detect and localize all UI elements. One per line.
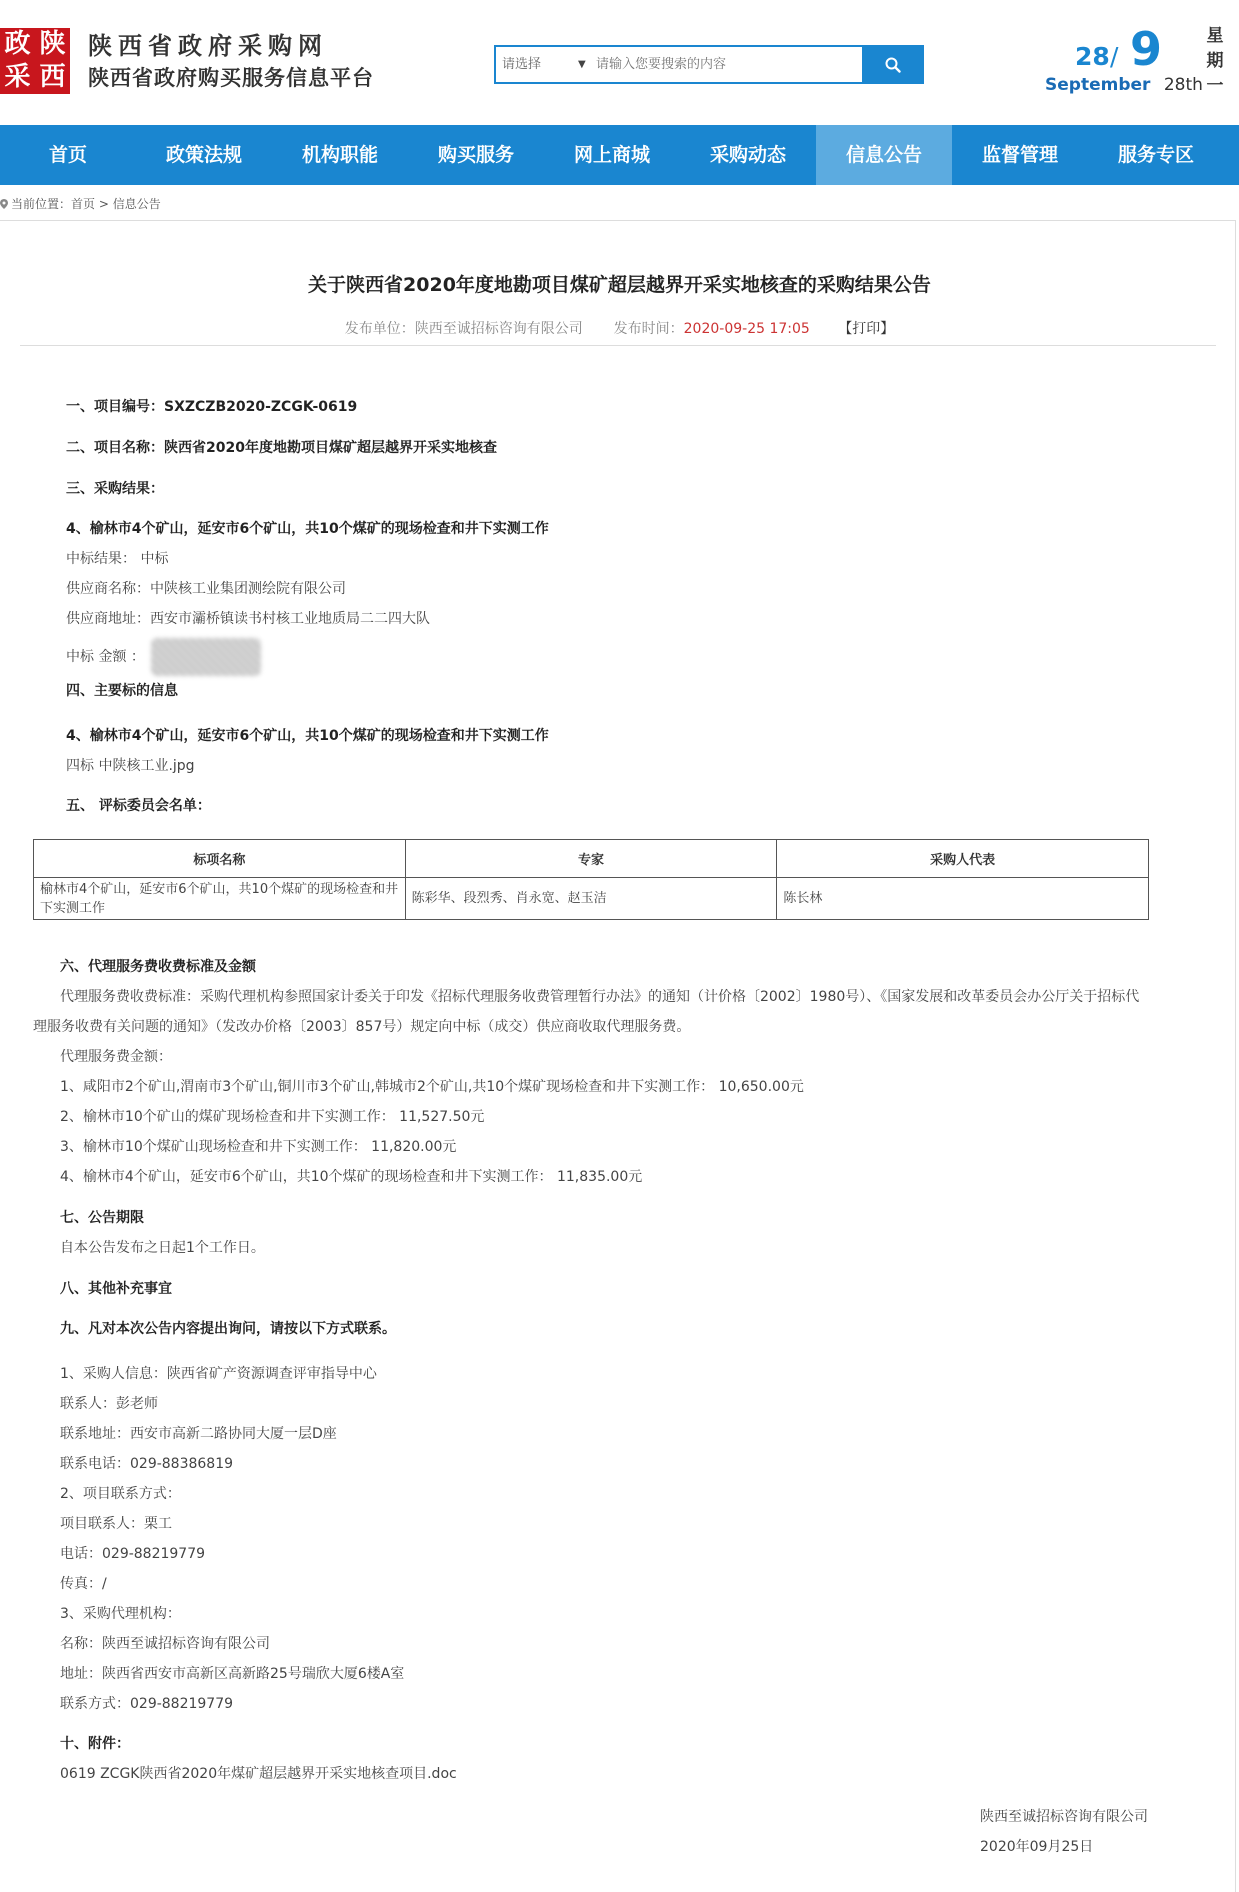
project-contact-person: 项目联系人：栗工 <box>60 1516 172 1532</box>
logo-char: 采 <box>0 61 35 94</box>
section-notice-period: 七、公告期限 <box>60 1210 144 1226</box>
table-header-cell: 专家 <box>405 840 777 878</box>
attachment-image-link[interactable]: 四标 中陕核工业.jpg <box>66 758 195 774</box>
publish-time-label: 发布时间： <box>613 321 684 337</box>
result-status: 中标结果： 中标 <box>66 551 169 567</box>
nav-item-agencies[interactable]: 机构职能 <box>301 144 378 166</box>
section-project-name: 二、项目名称：陕西省2020年度地勘项目煤矿超层越界开采实地核查 <box>66 440 497 456</box>
caret-down-icon[interactable]: ▼ <box>578 59 586 70</box>
section-project-number: 一、项目编号：SXZCZB2020-ZCGK-0619 <box>66 399 358 415</box>
table-header-cell: 采购人代表 <box>777 840 1149 878</box>
table-header-cell: 标项名称 <box>34 840 406 878</box>
date-english-month: September <box>1045 75 1151 95</box>
publisher-name: 陕西至诚招标咨询有限公司 <box>414 321 583 337</box>
signature-date: 2020年09月25日 <box>980 1839 1094 1855</box>
fee-standard-line1: 代理服务费收费标准：采购代理机构参照国家计委关于印发《招标代理服务收费管理暂行办法》的通知（计价格〔2002〕1980号）、《国家发展和改革委员会办公厅关于招标代 <box>60 989 1140 1005</box>
supplier-address: 供应商地址：西安市灞桥镇读书村核工业地质局二二四大队 <box>66 611 430 627</box>
date-day: 28 <box>1075 42 1110 71</box>
logo-char: 西 <box>35 61 70 94</box>
weekday-char: 一 <box>1206 76 1224 96</box>
logo-char: 陕 <box>35 28 70 61</box>
purchaser-address: 联系地址：西安市高新二路协同大厦一层D座 <box>60 1426 337 1442</box>
site-name-secondary: 陕西省政府购买服务信息平台 <box>88 66 374 90</box>
project-contact-phone: 电话：029-88219779 <box>60 1546 206 1562</box>
section-agency-fee: 六、代理服务费收费标准及金额 <box>60 959 256 975</box>
site-name-primary: 陕西省政府采购网 <box>88 32 328 60</box>
site-logo[interactable] <box>0 28 70 94</box>
purchaser-phone: 联系电话：029-88386819 <box>60 1456 234 1472</box>
publish-time: 2020-09-25 17:05 <box>683 321 810 337</box>
fee-item: 4、榆林市4个矿山，延安市6个矿山，共10个煤矿的现场检查和井下实测工作： 11,835.00元 <box>60 1169 643 1185</box>
attachment-doc-link[interactable]: 0619 ZCGK陕西省2020年煤矿超层越界开采实地核查项目.doc <box>60 1766 457 1782</box>
award-amount-row <box>66 638 261 676</box>
nav-item-online-mall[interactable]: 网上商城 <box>573 144 650 166</box>
print-link[interactable]: 【打印】 <box>838 321 895 337</box>
fee-item: 3、榆林市10个煤矿山现场检查和井下实测工作： 11,820.00元 <box>60 1139 457 1155</box>
nav-item-supervision[interactable]: 监督管理 <box>981 144 1058 166</box>
breadcrumb-separator: > <box>98 197 109 211</box>
search-button[interactable] <box>862 45 924 84</box>
purchaser-info: 1、采购人信息：陕西省矿产资源调查评审指导中心 <box>60 1366 377 1382</box>
table-cell-purchaser-rep: 陈长林 <box>777 878 1149 920</box>
date-english <box>1045 75 1203 95</box>
breadcrumb-current[interactable]: 信息公告 <box>112 197 161 211</box>
article-meta <box>0 318 1239 338</box>
search-input[interactable] <box>596 51 826 78</box>
award-amount-label: 中标 金额 ： <box>66 649 145 665</box>
signature-org: 陕西至诚招标咨询有限公司 <box>980 1809 1148 1825</box>
table-cell-experts: 陈彩华、段烈秀、肖永宽、赵玉洁 <box>405 878 777 920</box>
fee-standard-line2: 理服务收费有关问题的通知》（发改办价格〔2003〕857号）规定向中标（成交）供应商收取代理服务费。 <box>33 1019 691 1035</box>
weekday-char: 星 <box>1206 26 1224 46</box>
section-procurement-result: 三、采购结果： <box>66 481 164 497</box>
location-pin-icon <box>0 199 8 209</box>
breadcrumb-label: 当前位置： <box>11 197 72 211</box>
committee-table <box>33 839 1149 920</box>
publisher-label: 发布单位： <box>344 321 415 337</box>
nav-item-service-zone[interactable]: 服务专区 <box>1117 144 1194 166</box>
weekday-char: 期 <box>1206 51 1224 71</box>
site-name[interactable] <box>88 30 374 94</box>
nav-item-announcements[interactable]: 信息公告 <box>816 125 952 185</box>
date-month: 9 <box>1130 22 1163 76</box>
date-widget <box>1045 22 1235 102</box>
table-header-row <box>34 840 1149 878</box>
result-lot-title: 4、榆林市4个矿山，延安市6个矿山，共10个煤矿的现场检查和井下实测工作 <box>66 521 549 537</box>
nav-item-procurement-news[interactable]: 采购动态 <box>709 144 786 166</box>
supplier-name: 供应商名称：中陕核工业集团测绘院有限公司 <box>66 581 346 597</box>
nav-item-home[interactable]: 首页 <box>48 144 87 166</box>
section-contact: 九、凡对本次公告内容提出询问，请按以下方式联系。 <box>60 1321 396 1337</box>
section-attachments: 十、附件： <box>60 1736 130 1752</box>
title-divider <box>20 345 1216 346</box>
date-weekday <box>1203 24 1227 99</box>
main-nav <box>0 125 1239 185</box>
agency-address: 地址：陕西省西安市高新区高新路25号瑞欣大厦6楼A室 <box>60 1666 405 1682</box>
agency-phone: 联系方式：029-88219779 <box>60 1696 234 1712</box>
project-contact-fax: 传真：/ <box>60 1576 107 1592</box>
breadcrumb-home-link[interactable]: 首页 <box>71 197 96 211</box>
search-category-select[interactable]: 请选择 <box>502 57 542 72</box>
redacted-amount <box>151 638 261 676</box>
table-row <box>34 878 1149 920</box>
agency-heading: 3、采购代理机构： <box>60 1606 181 1622</box>
date-separator: / <box>1110 42 1119 71</box>
section-main-items: 四、主要标的信息 <box>66 683 178 699</box>
site-header <box>0 0 1239 125</box>
breadcrumb <box>0 196 161 212</box>
fee-item: 1、咸阳市2个矿山,渭南市3个矿山,铜川市3个矿山,韩城市2个矿山,共10个煤矿现场检查和井下实测工作： 10,650.00元 <box>60 1079 804 1095</box>
date-english-day: 28th <box>1163 75 1203 95</box>
purchaser-contact: 联系人：彭老师 <box>60 1396 158 1412</box>
section-committee: 五、 评标委员会名单： <box>66 798 211 814</box>
section-other-matters: 八、其他补充事宜 <box>60 1281 172 1297</box>
notice-period-text: 自本公告发布之日起1个工作日。 <box>60 1240 265 1256</box>
fee-amount-label: 代理服务费金额： <box>60 1049 172 1065</box>
logo-char: 政 <box>0 28 35 61</box>
nav-item-purchase-services[interactable]: 购买服务 <box>437 144 514 166</box>
article-title: 关于陕西省2020年度地勘项目煤矿超层越界开采实地核查的采购结果公告 <box>308 274 931 296</box>
nav-item-policy[interactable]: 政策法规 <box>165 144 242 166</box>
search-icon <box>885 57 901 73</box>
search-bar <box>494 45 924 84</box>
agency-name: 名称：陕西至诚招标咨询有限公司 <box>60 1636 270 1652</box>
project-contact-heading: 2、项目联系方式： <box>60 1486 181 1502</box>
table-cell-lot: 榆林市4个矿山，延安市6个矿山，共10个煤矿的现场检查和井下实测工作 <box>34 878 406 920</box>
fee-item: 2、榆林市10个矿山的煤矿现场检查和井下实测工作： 11,527.50元 <box>60 1109 485 1125</box>
main-items-lot-title: 4、榆林市4个矿山，延安市6个矿山，共10个煤矿的现场检查和井下实测工作 <box>66 728 549 744</box>
